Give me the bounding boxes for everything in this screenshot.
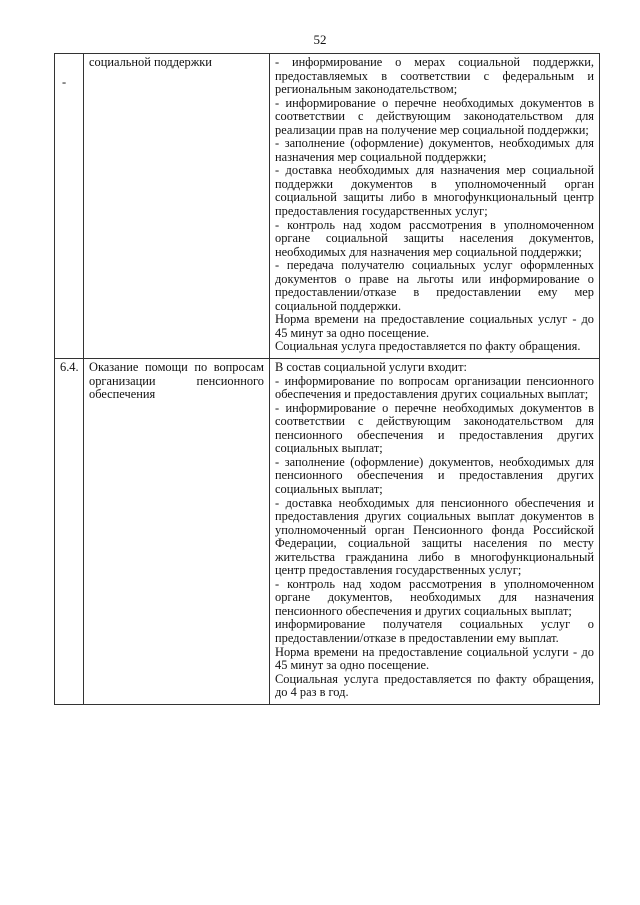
service-description-cell	[270, 54, 600, 359]
description-line: - доставка необходимых для пенсионного обеспечения и предоставления других социальных выплат документов в уполномоченный орган Пенсионного фонда Российской Федерации, социальной защиты населения по месту жительства гражданина либо в многофункциональный центр предоставления государственных услуг;	[275, 495, 594, 578]
description-line: - доставка необходимых для назначения мер социальной поддержки документов в уполномоченный орган социальной защиты либо в многофункциональный центр предоставления государственных услуг;	[275, 163, 594, 219]
service-name: Оказание помощи по вопросам организации пенсионного обеспечения	[89, 360, 264, 402]
description-line: Социальная услуга предоставляется по факту обращения, до 4 раз в год.	[275, 671, 594, 700]
service-number-cell	[55, 359, 84, 705]
description-line: - информирование по вопросам организации пенсионного обеспечения и предоставления других социальных выплат;	[275, 373, 594, 402]
service-number-cell	[55, 54, 84, 359]
description-line: Норма времени на предоставление социальной услуги - до 45 минут за одно посещение.	[275, 644, 594, 673]
table-row	[55, 359, 600, 705]
description-line: - контроль над ходом рассмотрения в уполномоченном органе документов, необходимых для назначения пенсионного обеспечения и других социальных выплат;	[275, 576, 594, 618]
margin-mark: -	[62, 75, 67, 89]
service-name-cell	[84, 54, 270, 359]
description-line: - информирование о перечне необходимых документов в соответствии с действующим законодательством для пенсионного обеспечения и предоставления других социальных выплат;	[275, 400, 594, 456]
table-row	[55, 54, 600, 359]
service-description-cell	[270, 359, 600, 705]
description-line: В состав социальной услуги входит:	[275, 360, 467, 375]
description-line: Норма времени на предоставление социальных услуг - до 45 минут за одно посещение.	[275, 312, 594, 340]
page-number: 52	[313, 32, 327, 47]
description-line: Социальная услуга предоставляется по факту обращения.	[275, 339, 581, 354]
description-line: - передача получателю социальных услуг оформленных документов о праве на льготы или информирование о предоставлении/отказе в предоставлении ему мер социальной поддержки.	[275, 258, 594, 313]
services-table	[54, 53, 600, 705]
description-line: - заполнение (оформление) документов, необходимых для пенсионного обеспечения и предоставления других социальных выплат;	[275, 454, 594, 496]
description-line: - заполнение (оформление) документов, необходимых для назначения мер социальной поддержки;	[275, 136, 594, 164]
description-line: - информирование о мерах социальной поддержки, предоставляемых в соответствии с федеральным и региональным законодательством;	[275, 55, 594, 97]
service-number: 6.4.	[60, 360, 79, 375]
description-line: - контроль над ходом рассмотрения в уполномоченном органе социальной защиты населения документов, необходимых для назначения мер социальной поддержки;	[275, 217, 594, 259]
service-name: социальной поддержки	[89, 55, 212, 69]
description-line: информирование получателя социальных услуг о предоставлении/отказе в предоставлении ему выплат.	[275, 617, 594, 645]
service-name-cell	[84, 359, 270, 705]
description-line: - информирование о перечне необходимых документов в соответствии с действующим законодательством для реализации прав на получение мер социальной поддержки;	[275, 95, 594, 137]
